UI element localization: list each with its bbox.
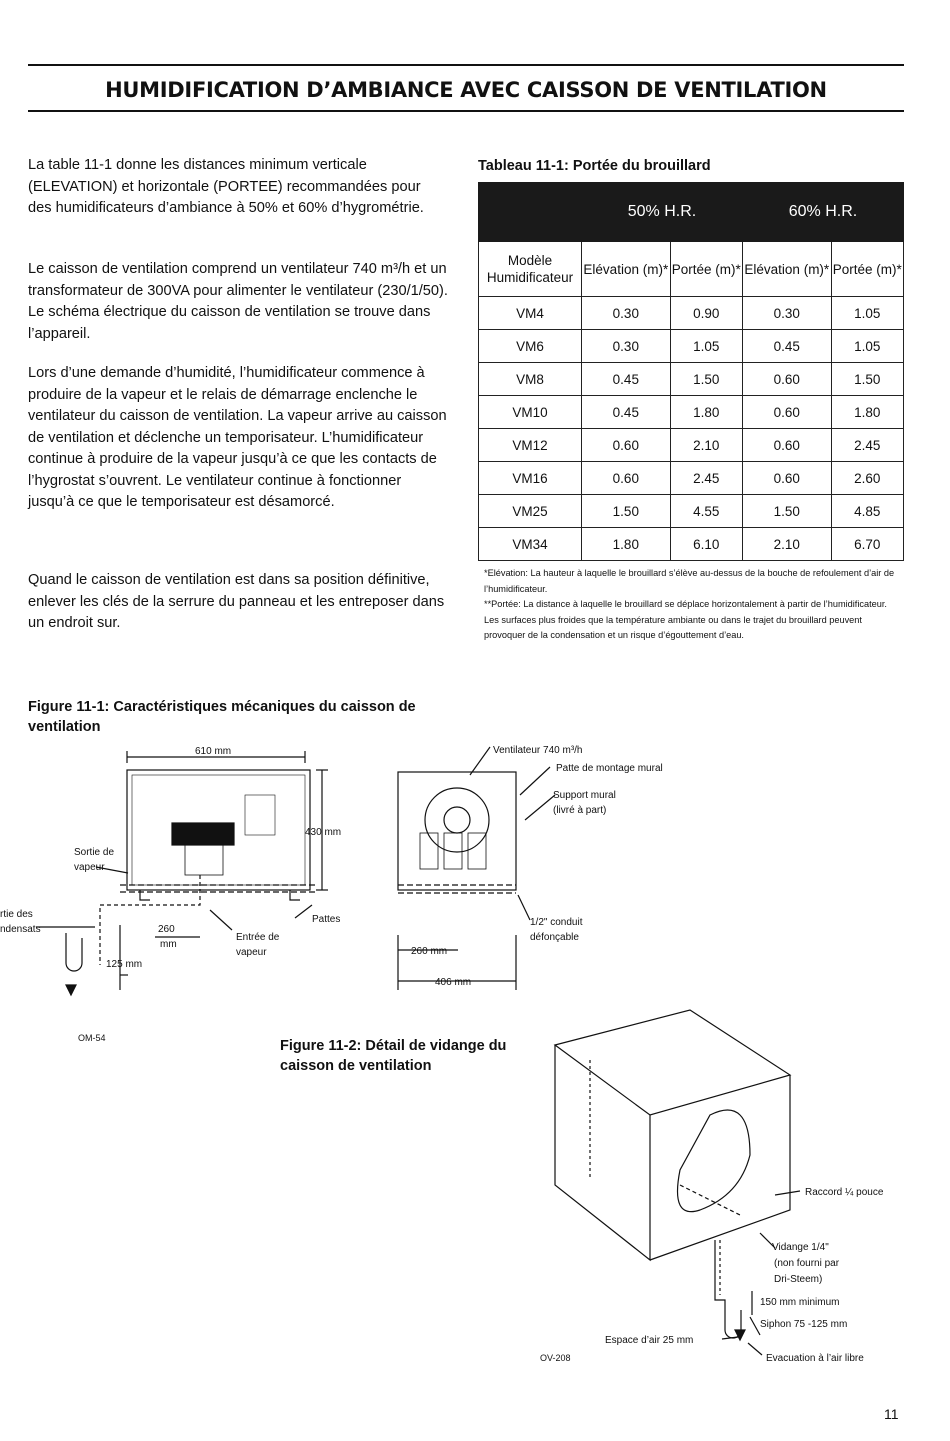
table-row — [479, 495, 904, 528]
figure2-caption: Figure 11-2: Détail de vidange du caisson de ventilation — [280, 1038, 507, 1074]
table-row — [479, 363, 904, 396]
label-pattes: Pattes — [312, 914, 341, 925]
label-150-minimum: 150 mm minimum — [760, 1297, 840, 1308]
table-cell-value: 2.10 — [670, 429, 742, 462]
top-rule — [28, 64, 904, 66]
dim-430: 430 mm — [305, 827, 342, 838]
table-cell-value: 4.55 — [670, 495, 742, 528]
label-raccord: Raccord ¼ pouce — [805, 1187, 884, 1198]
table-cell-value: 1.05 — [670, 330, 742, 363]
table-cell-model: VM6 — [479, 330, 582, 363]
table-cell-model: VM8 — [479, 363, 582, 396]
table-group-header-row — [479, 183, 904, 242]
label-vidange: Vidange 1/4" — [772, 1242, 829, 1253]
table-body — [479, 297, 904, 561]
paragraph-intro: La table 11-1 donne les distances minimum verticale (ELEVATION) et horizontale (PORTEE) recommandées pour des humidificateurs d’ambiance à 50% et 60% d’hygrométrie. — [28, 157, 424, 216]
label-ventilateur: Ventilateur 740 m³/h — [493, 745, 583, 756]
label-sortie-vapeur-2: vapeur — [74, 862, 105, 873]
table-row — [479, 297, 904, 330]
table-header-blank — [479, 183, 582, 242]
table-cell-value: 0.60 — [742, 363, 831, 396]
table-row — [479, 396, 904, 429]
table-cell-value: 0.60 — [742, 462, 831, 495]
table-cell-value: 2.45 — [670, 462, 742, 495]
label-sortie-condensats-2: ndensats — [0, 924, 41, 935]
note-elevation: *Elévation: La hauteur à laquelle le brouillard s’élève au-dessus de la bouche de refoulement d’air de l’humidificateur. — [484, 568, 895, 594]
dim-260-unit: mm — [160, 939, 177, 950]
table-column-header: Portée (m)* — [670, 242, 742, 297]
table-row — [479, 528, 904, 561]
label-support-mural: Support mural — [553, 790, 616, 801]
label-espace-air: Espace d’air 25 mm — [605, 1335, 694, 1346]
dim-125: 125 mm — [106, 959, 143, 970]
table-row — [479, 462, 904, 495]
table-cell-value: 0.60 — [742, 396, 831, 429]
label-entree-vapeur: Entrée de — [236, 932, 280, 943]
label-support-mural-2: (livré à part) — [553, 805, 607, 816]
table-group-header: 50% H.R. — [582, 183, 743, 242]
label-siphon: Siphon 75 -125 mm — [760, 1319, 848, 1330]
figure1-mechanical-drawing — [0, 735, 663, 1045]
table-cell-model: VM12 — [479, 429, 582, 462]
table-cell-value: 0.60 — [742, 429, 831, 462]
table-cell-value: 0.45 — [582, 363, 671, 396]
table-group-header: 60% H.R. — [742, 183, 903, 242]
label-vidange-3: Dri-Steem) — [774, 1274, 823, 1285]
table-cell-value: 0.45 — [742, 330, 831, 363]
paragraph-fonctionnement: Lors d’une demande d’humidité, l’humidificateur commence à produire de la vapeur et le relais de démarrage enclenche le ventilateur du caisson de ventilation. La vapeur arrive au caisson de ventilation et déclenche un temporisateur. L’humidificateur continue à produire de la vapeur jusqu’à ce que les contacts de l’hygrostat s’ouvrent. Le ventilateur continue à fonctionner jusqu’à ce que le temporisateur est désamorcé. — [28, 365, 447, 510]
table-cell-value: 0.30 — [742, 297, 831, 330]
note-condensation: Les surfaces plus froides que la température ambiante ou dans le trajet du brouillard peuvent provoquer de la condensation et un risque d’égouttement d’eau. — [484, 614, 862, 640]
page-number: 11 — [884, 1406, 899, 1422]
figure1-code: OM-54 — [78, 1033, 106, 1043]
note-portee: **Portée: La distance à laquelle le brouillard se déplace horizontalement à partir de l’humidificateur. — [484, 599, 887, 609]
table-cell-value: 0.90 — [670, 297, 742, 330]
table-cell-value: 1.05 — [831, 297, 903, 330]
table-column-header: Portée (m)* — [831, 242, 903, 297]
table-column-header: Modèle Humidificateur — [479, 242, 582, 297]
table-cell-value: 1.50 — [670, 363, 742, 396]
label-evacuation: Evacuation à l’air libre — [766, 1353, 864, 1364]
dim-610: 610 mm — [195, 746, 232, 757]
figure1-caption: Figure 11-1: Caractéristiques mécaniques du caisson de ventilation — [28, 699, 416, 735]
table-cell-value: 1.80 — [670, 396, 742, 429]
paragraph-caisson: Le caisson de ventilation comprend un ventilateur 740 m³/h et un transformateur de 300VA pour alimenter le ventilateur (230/1/50). Le schéma électrique du caisson de ventilation se trouve dans l’appareil. — [28, 261, 448, 342]
label-sortie-condensats: rtie des — [0, 909, 33, 920]
dim-406: 406 mm — [435, 977, 472, 988]
table-cell-value: 4.85 — [831, 495, 903, 528]
table-cell-model: VM34 — [479, 528, 582, 561]
table-column-header: Elévation (m)* — [742, 242, 831, 297]
label-patte-montage: Patte de montage mural — [556, 763, 663, 774]
label-conduit-2: défonçable — [530, 932, 579, 943]
table-cell-value: 1.50 — [582, 495, 671, 528]
label-sortie-vapeur: Sortie de — [74, 847, 115, 858]
table-cell-value: 1.80 — [582, 528, 671, 561]
table-cell-model: VM16 — [479, 462, 582, 495]
table-cell-value: 0.30 — [582, 297, 671, 330]
table-column-header-row — [479, 242, 904, 297]
table-cell-value: 1.50 — [742, 495, 831, 528]
table-cell-value: 1.50 — [831, 363, 903, 396]
dim-260: 260 — [158, 924, 175, 935]
table-cell-model: VM4 — [479, 297, 582, 330]
fog-range-table — [478, 182, 904, 561]
figure2-code: OV-208 — [540, 1353, 571, 1363]
table-caption: Tableau 11-1: Portée du brouillard — [478, 158, 711, 174]
label-conduit: 1/2" conduit — [530, 917, 583, 928]
table-cell-value: 6.10 — [670, 528, 742, 561]
table-cell-value: 2.60 — [831, 462, 903, 495]
dim-260-side: 260 mm — [411, 946, 448, 957]
label-vidange-2: (non fourni par — [774, 1258, 840, 1269]
table-cell-value: 0.45 — [582, 396, 671, 429]
page-title: HUMIDIFICATION D’AMBIANCE AVEC CAISSON DE VENTILATION — [105, 78, 827, 102]
title-rule — [28, 110, 904, 112]
table-cell-value: 0.60 — [582, 462, 671, 495]
table-notes — [484, 566, 902, 644]
table-cell-value: 2.45 — [831, 429, 903, 462]
paragraph-position: Quand le caisson de ventilation est dans sa position définitive, enlever les clés de la serrure du panneau et les entreposer dans un endroit sur. — [28, 572, 445, 631]
table-row — [479, 429, 904, 462]
table-cell-model: VM25 — [479, 495, 582, 528]
table-cell-value: 0.60 — [582, 429, 671, 462]
label-entree-vapeur-2: vapeur — [236, 947, 267, 958]
table-row — [479, 330, 904, 363]
table-cell-value: 6.70 — [831, 528, 903, 561]
table-cell-value: 2.10 — [742, 528, 831, 561]
table-cell-model: VM10 — [479, 396, 582, 429]
table-cell-value: 1.05 — [831, 330, 903, 363]
table-column-header: Elévation (m)* — [582, 242, 671, 297]
table-cell-value: 1.80 — [831, 396, 903, 429]
figure2-drain-drawing — [530, 1005, 940, 1380]
table-cell-value: 0.30 — [582, 330, 671, 363]
